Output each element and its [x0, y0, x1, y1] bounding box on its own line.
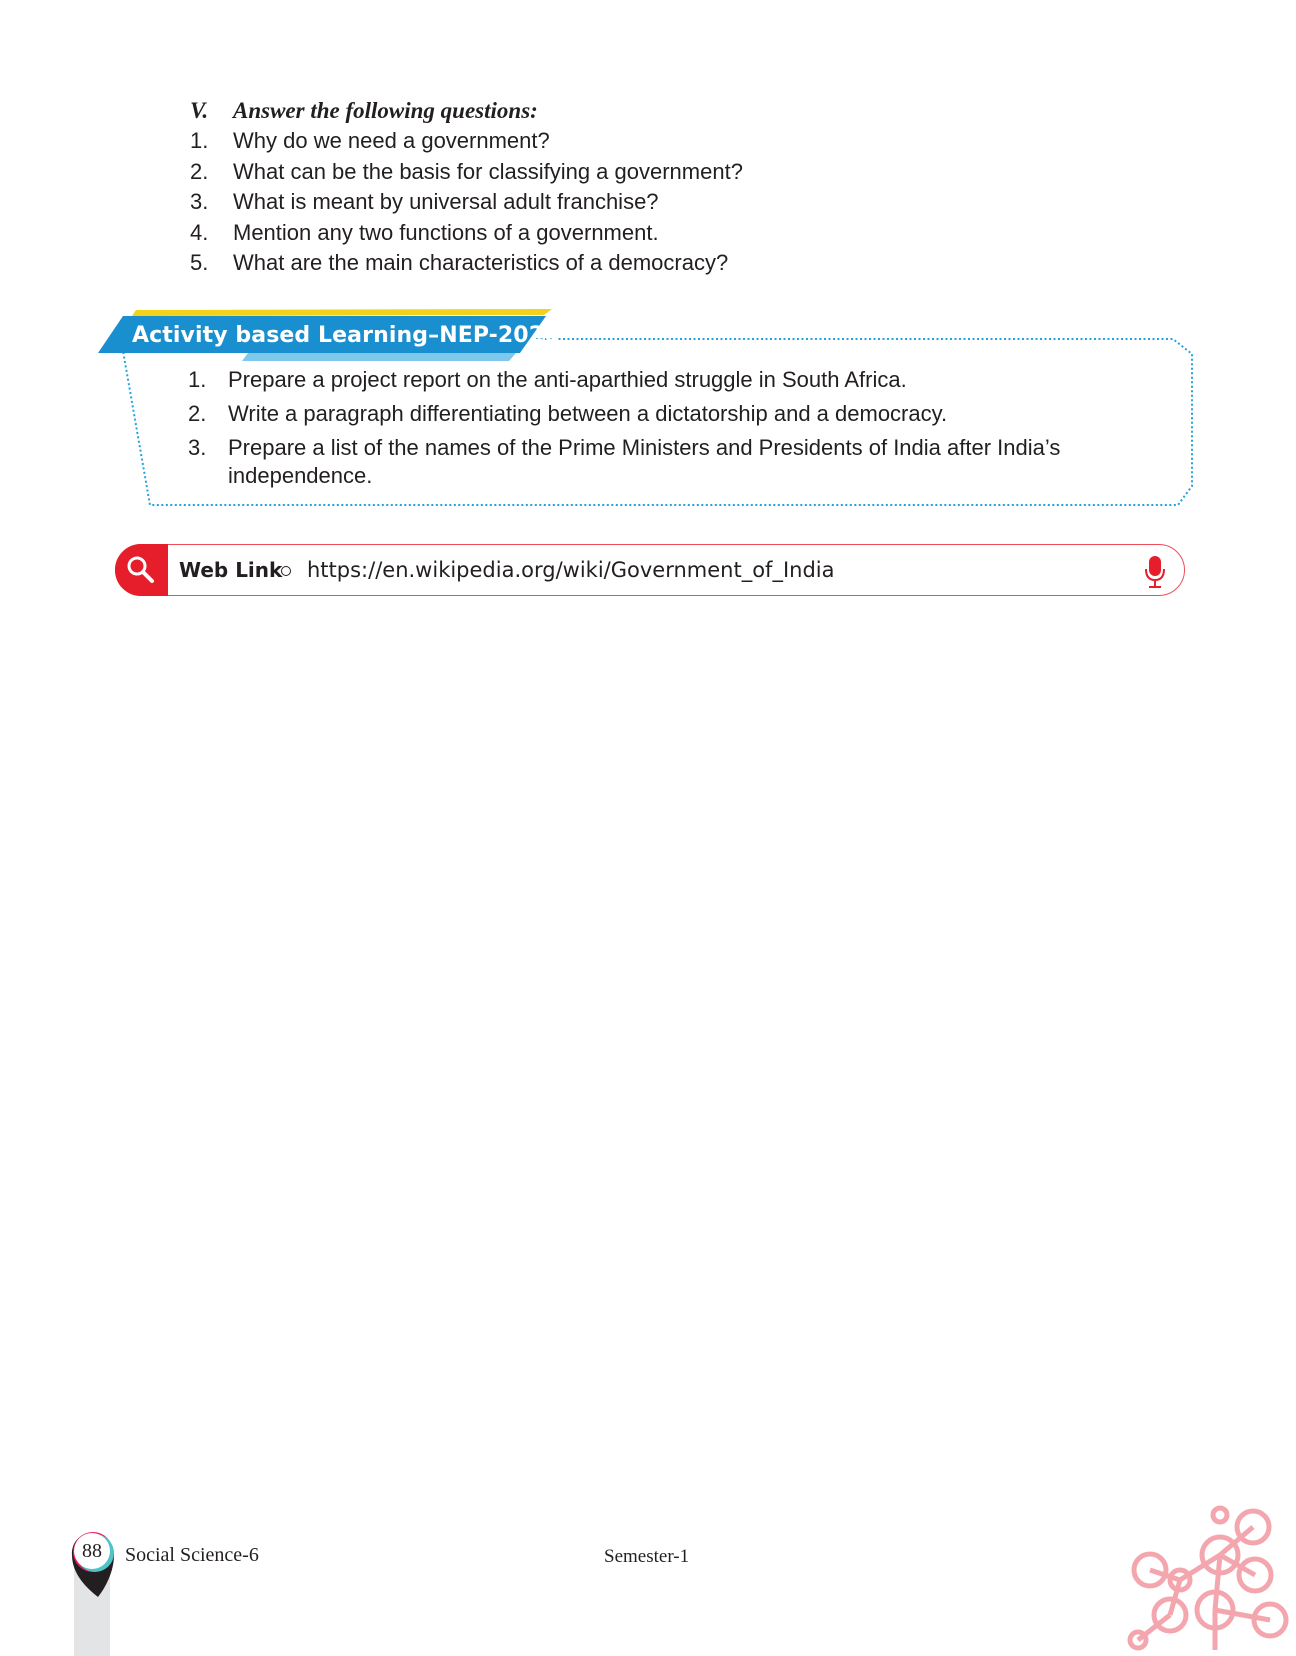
web-link-label: Web Link [179, 558, 283, 582]
item-number: 3. [188, 435, 207, 460]
activity-title: Activity based Learning–NEP-2020 [132, 323, 560, 348]
book-title: Social Science-6 [125, 1544, 259, 1566]
semester-label: Semester-1 [604, 1546, 690, 1567]
item-text: What is meant by universal adult franchise? [233, 189, 659, 214]
item-number: 1. [190, 128, 209, 153]
circle-bullet-icon [281, 566, 291, 576]
web-link-url[interactable]: https://en.wikipedia.org/wiki/Government_of_India [307, 558, 835, 582]
search-icon [115, 544, 168, 596]
item-text: What are the main characteristics of a democracy? [233, 250, 729, 275]
molecule-decoration [1120, 1505, 1296, 1656]
list-item [190, 187, 1090, 218]
activity-box [98, 306, 1198, 512]
item-text: Prepare a list of the names of the Prime Ministers and Presidents of India after India’s independence. [228, 435, 1061, 488]
item-number: 1. [188, 367, 207, 392]
search-button[interactable] [115, 544, 168, 596]
list-item [190, 248, 1090, 279]
list-item [190, 126, 1090, 157]
questions-heading-text: Answer the following questions: [233, 98, 538, 123]
item-number: 2. [188, 401, 207, 426]
question-list [190, 126, 1090, 279]
item-number: 2. [190, 158, 209, 184]
item-number: 3. [190, 189, 209, 214]
item-text: Write a paragraph differentiating between a dictatorship and a democracy. [228, 401, 948, 426]
list-item [188, 434, 1188, 490]
list-item [190, 157, 1090, 188]
questions-heading [190, 96, 1090, 126]
item-number: 4. [190, 219, 209, 245]
item-number: 5. [190, 250, 209, 275]
section-numeral: V. [190, 98, 209, 123]
questions-section [190, 96, 1090, 279]
item-text: What can be the basis for classifying a government? [233, 158, 743, 184]
list-item [190, 218, 1090, 249]
item-text: Why do we need a government? [233, 128, 550, 153]
microphone-icon[interactable] [1144, 555, 1166, 589]
item-text: Mention any two functions of a government. [233, 219, 659, 245]
web-link-bar [115, 544, 1185, 596]
list-item [188, 366, 1188, 394]
activity-list [188, 366, 1188, 496]
page-number: 88 [82, 1540, 102, 1562]
list-item [188, 400, 1188, 428]
item-text: Prepare a project report on the anti-aparthied struggle in South Africa. [228, 367, 907, 392]
